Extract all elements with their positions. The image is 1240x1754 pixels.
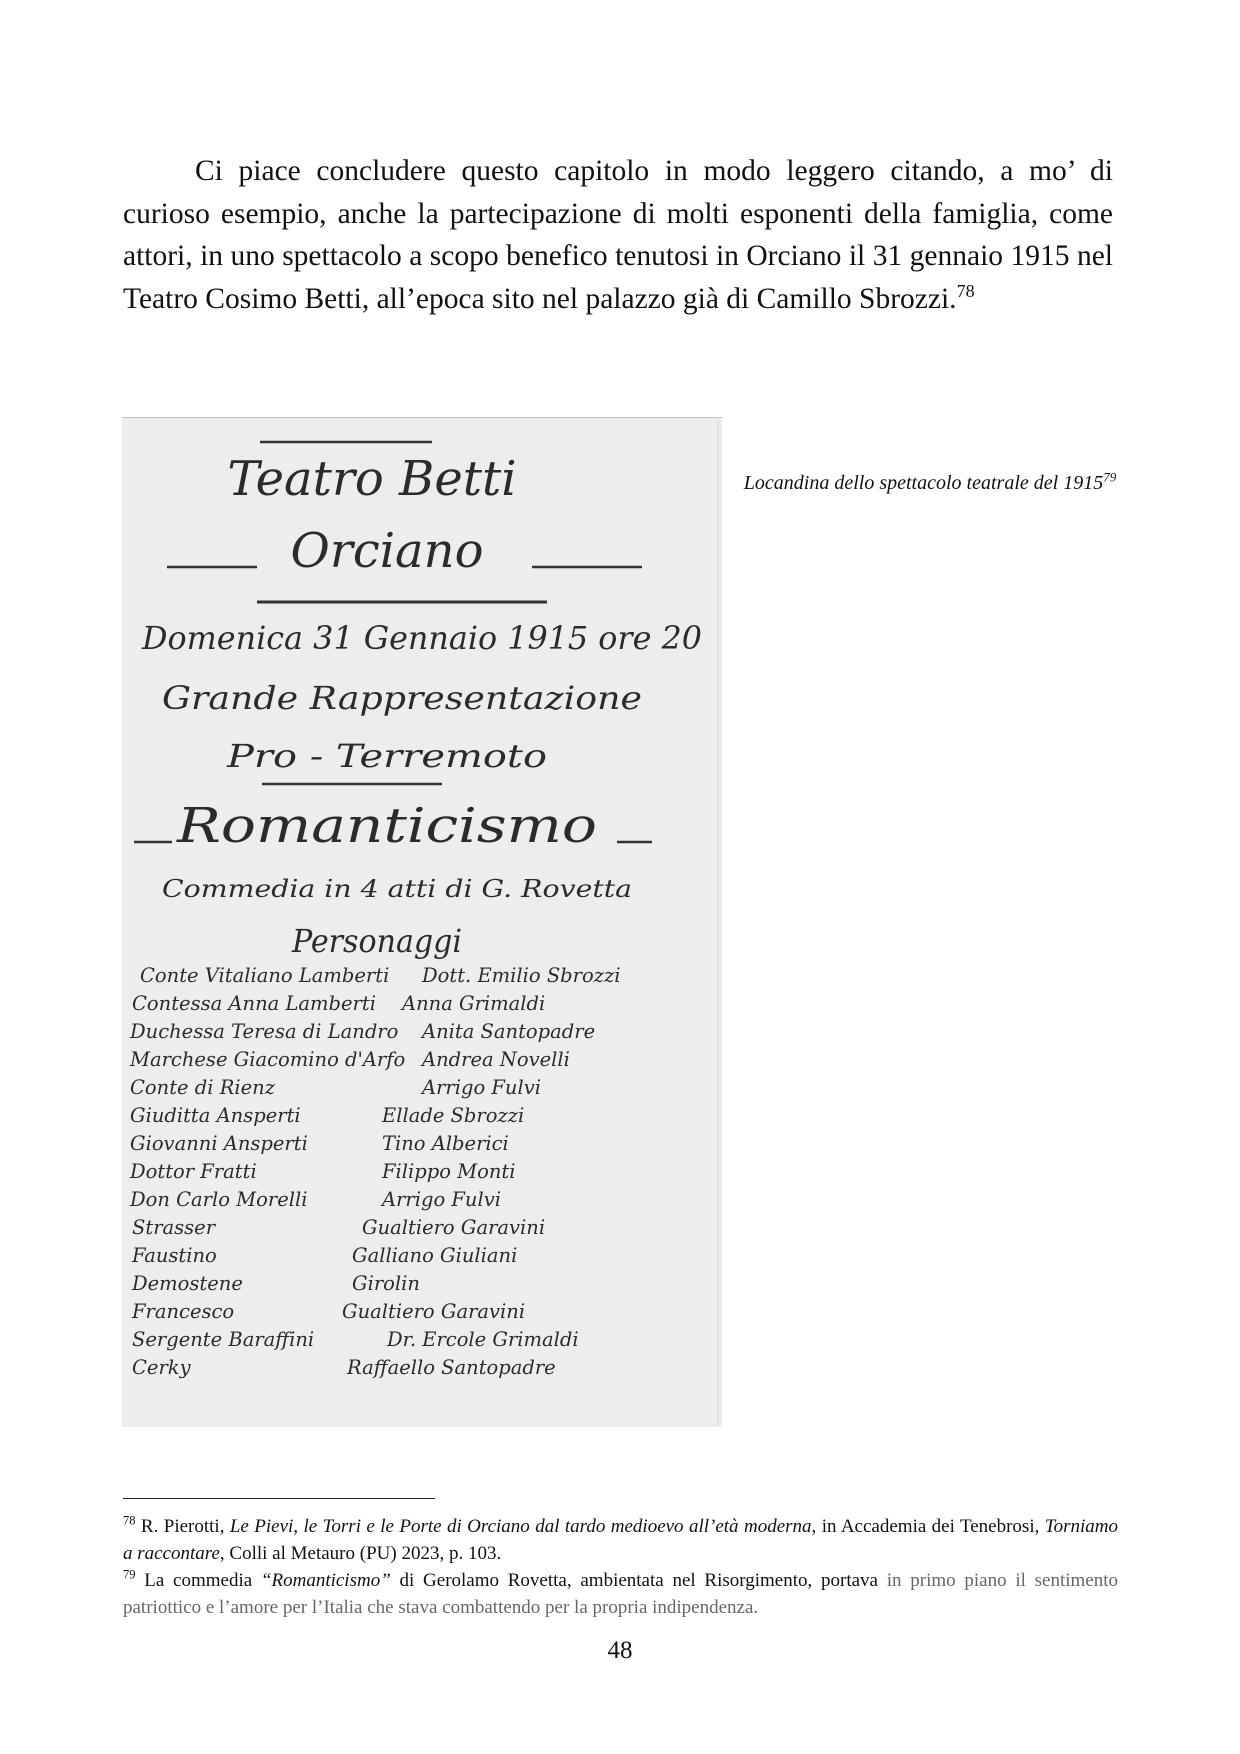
cast-role: Giovanni Ansperti xyxy=(130,1132,308,1155)
cast-actor: Arrigo Fulvi xyxy=(382,1188,501,1211)
cast-actor: Anna Grimaldi xyxy=(402,992,546,1015)
cast-actor: Gualtiero Garavini xyxy=(342,1300,526,1323)
poster-cast-heading: Personaggi xyxy=(291,922,462,960)
footnote-text: , Colli al Metauro (PU) 2023, p. 103. xyxy=(219,1543,502,1564)
poster-theatre: Teatro Betti xyxy=(227,451,517,507)
poster-town: Orciano xyxy=(290,523,484,579)
cast-role: Conte di Rienz xyxy=(130,1076,276,1099)
footnote-text: in primo piano il sentimento patriottico e l’amore per l’Italia che stava combattendo per la propria indipendenza. xyxy=(123,1570,1119,1618)
footnote-title: Torniamo a raccontare xyxy=(123,1516,1118,1564)
cast-actor: Andrea Novelli xyxy=(422,1048,570,1071)
caption-text: Locandina dello spettacolo teatrale del 1915 xyxy=(743,472,1104,494)
cast-actor: Arrigo Fulvi xyxy=(422,1076,541,1099)
cast-role: Cerky xyxy=(132,1356,191,1379)
cast-actor: Dott. Emilio Sbrozzi xyxy=(422,964,621,987)
cast-actor: Filippo Monti xyxy=(382,1160,516,1183)
footnote-number: 78 xyxy=(123,1513,136,1528)
poster-date-line: Domenica 31 Gennaio 1915 ore 20 xyxy=(141,619,702,657)
cast-role: Conte Vitaliano Lamberti xyxy=(140,964,390,987)
footnote-separator xyxy=(123,1498,435,1499)
cast-role: Duchessa Teresa di Landro xyxy=(130,1020,399,1043)
poster-event-line: Grande Rappresentazione xyxy=(162,679,642,717)
footnote-text: R. Pierotti, xyxy=(140,1516,230,1537)
cast-role: Contessa Anna Lamberti xyxy=(132,992,376,1015)
footnote-text: La commedia xyxy=(144,1570,261,1591)
cast-actor: Raffaello Santopadre xyxy=(347,1356,556,1379)
cast-actor: Dr. Ercole Grimaldi xyxy=(387,1328,579,1351)
footnote-ref-78[interactable]: 78 xyxy=(956,280,975,301)
cast-role: Strasser xyxy=(132,1216,216,1239)
image-caption xyxy=(740,470,1120,497)
poster-subtitle: Commedia in 4 atti di G. Rovetta xyxy=(162,875,632,903)
footnote-text: di Gerolamo Rovetta, ambientata nel Risorgimento, portava xyxy=(390,1570,887,1591)
poster-cast-list xyxy=(129,964,621,1379)
cast-actor: Anita Santopadre xyxy=(422,1020,596,1043)
cast-role: Francesco xyxy=(132,1300,235,1323)
footnotes xyxy=(123,1513,1118,1621)
cast-role: Giuditta Ansperti xyxy=(130,1104,301,1127)
footnote-78 xyxy=(123,1513,1118,1567)
cast-actor: Galliano Giuliani xyxy=(352,1244,518,1267)
footnote-number: 79 xyxy=(123,1567,136,1582)
paragraph-text: Ci piace concludere questo capitolo in modo leggero citando, a mo’ di curioso esempio, anche la partecipazione di molti esponenti della famiglia, come attori, in uno spettacolo a scopo benefico tenutosi in Orciano il 31 gennaio 1915 nel Teatro Cosimo Betti, all’epoca sito nel palazzo già di Camillo Sbrozzi. xyxy=(123,155,1113,315)
footnote-ref-79[interactable]: 79 xyxy=(1103,469,1117,485)
page-number: 48 xyxy=(607,1637,633,1664)
cast-actor: Gualtiero Garavini xyxy=(362,1216,546,1239)
cast-role: Sergente Baraffini xyxy=(132,1328,315,1351)
footnote-title: “Romanticismo” xyxy=(260,1570,391,1591)
poster-cause-line: Pro - Terremoto xyxy=(225,737,547,775)
cast-role: Faustino xyxy=(132,1244,217,1267)
footnote-title: Le Pievi, le Torri e le Porte di Orciano dal tardo medioevo all’età moderna xyxy=(229,1516,812,1537)
cast-role: Don Carlo Morelli xyxy=(130,1188,308,1211)
footnote-text: , in Accademia dei Tenebrosi, xyxy=(811,1516,1045,1537)
cast-actor: Tino Alberici xyxy=(382,1132,509,1155)
footnote-79 xyxy=(123,1567,1118,1621)
cast-role: Dottor Fratti xyxy=(130,1160,257,1183)
body-paragraph xyxy=(123,150,1113,320)
cast-actor: Girolin xyxy=(352,1272,420,1295)
playbill-image xyxy=(122,417,722,1427)
cast-role: Marchese Giacomino d'Arfo xyxy=(130,1048,406,1071)
cast-role: Demostene xyxy=(132,1272,243,1295)
cast-actor: Ellade Sbrozzi xyxy=(382,1104,525,1127)
poster-play-title: Romanticismo xyxy=(175,798,597,854)
